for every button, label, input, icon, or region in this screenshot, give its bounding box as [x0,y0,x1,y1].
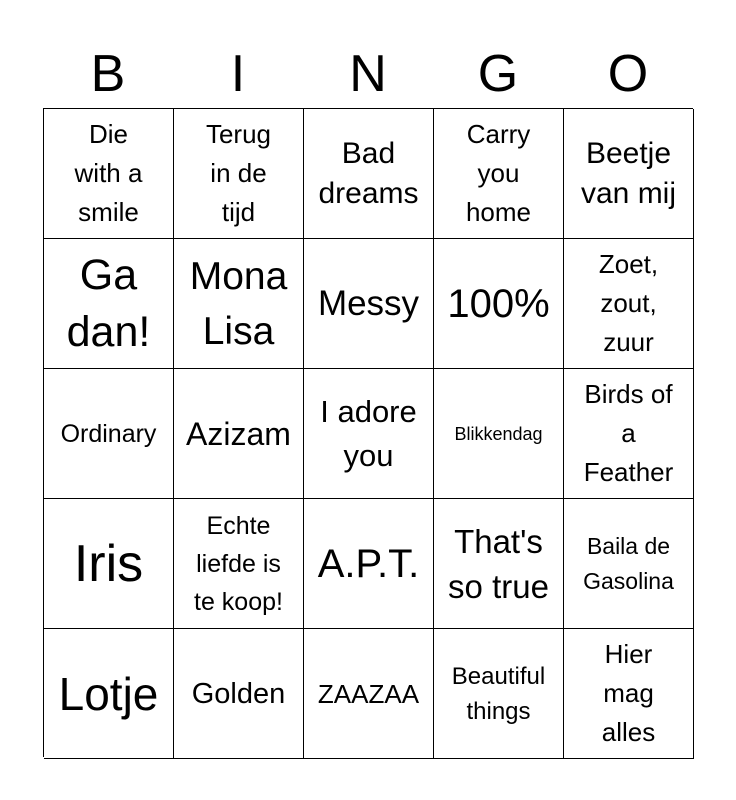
bingo-cell[interactable]: ZAAZAA [304,629,434,759]
bingo-cell[interactable]: Azizam [174,369,304,499]
bingo-header [43,44,693,104]
bingo-cell[interactable]: Die with a smile [44,109,174,239]
bingo-cell[interactable]: I adore you [304,369,434,499]
bingo-cell[interactable]: Messy [304,239,434,369]
header-letter-b: B [90,45,126,103]
bingo-cell[interactable]: Blikkendag [434,369,564,499]
bingo-cell[interactable]: Ordinary [44,369,174,499]
bingo-grid [43,108,693,757]
bingo-cell[interactable]: A.P.T. [304,499,434,629]
bingo-cell[interactable]: Golden [174,629,304,759]
bingo-cell[interactable]: Echte liefde is te koop! [174,499,304,629]
bingo-cell[interactable]: Ga dan! [44,239,174,369]
bingo-cell[interactable]: That's so true [434,499,564,629]
bingo-cell[interactable]: Birds of a Feather [564,369,694,499]
bingo-cell[interactable]: Hier mag alles [564,629,694,759]
bingo-cell[interactable]: Mona Lisa [174,239,304,369]
bingo-cell[interactable]: Iris [44,499,174,629]
bingo-cell[interactable]: Carry you home [434,109,564,239]
bingo-cell[interactable]: Zoet, zout, zuur [564,239,694,369]
bingo-cell[interactable]: Lotje [44,629,174,759]
bingo-cell[interactable]: Bad dreams [304,109,434,239]
header-letter-g: G [477,45,519,103]
header-letter-i: I [230,45,246,103]
bingo-cell[interactable]: Beetje van mij [564,109,694,239]
bingo-cell[interactable]: 100% [434,239,564,369]
header-letter-n: N [349,45,387,103]
bingo-cell[interactable]: Baila de Gasolina [564,499,694,629]
bingo-cell[interactable]: Beautiful things [434,629,564,759]
header-letter-o: O [607,45,649,103]
bingo-cell[interactable]: Terug in de tijd [174,109,304,239]
